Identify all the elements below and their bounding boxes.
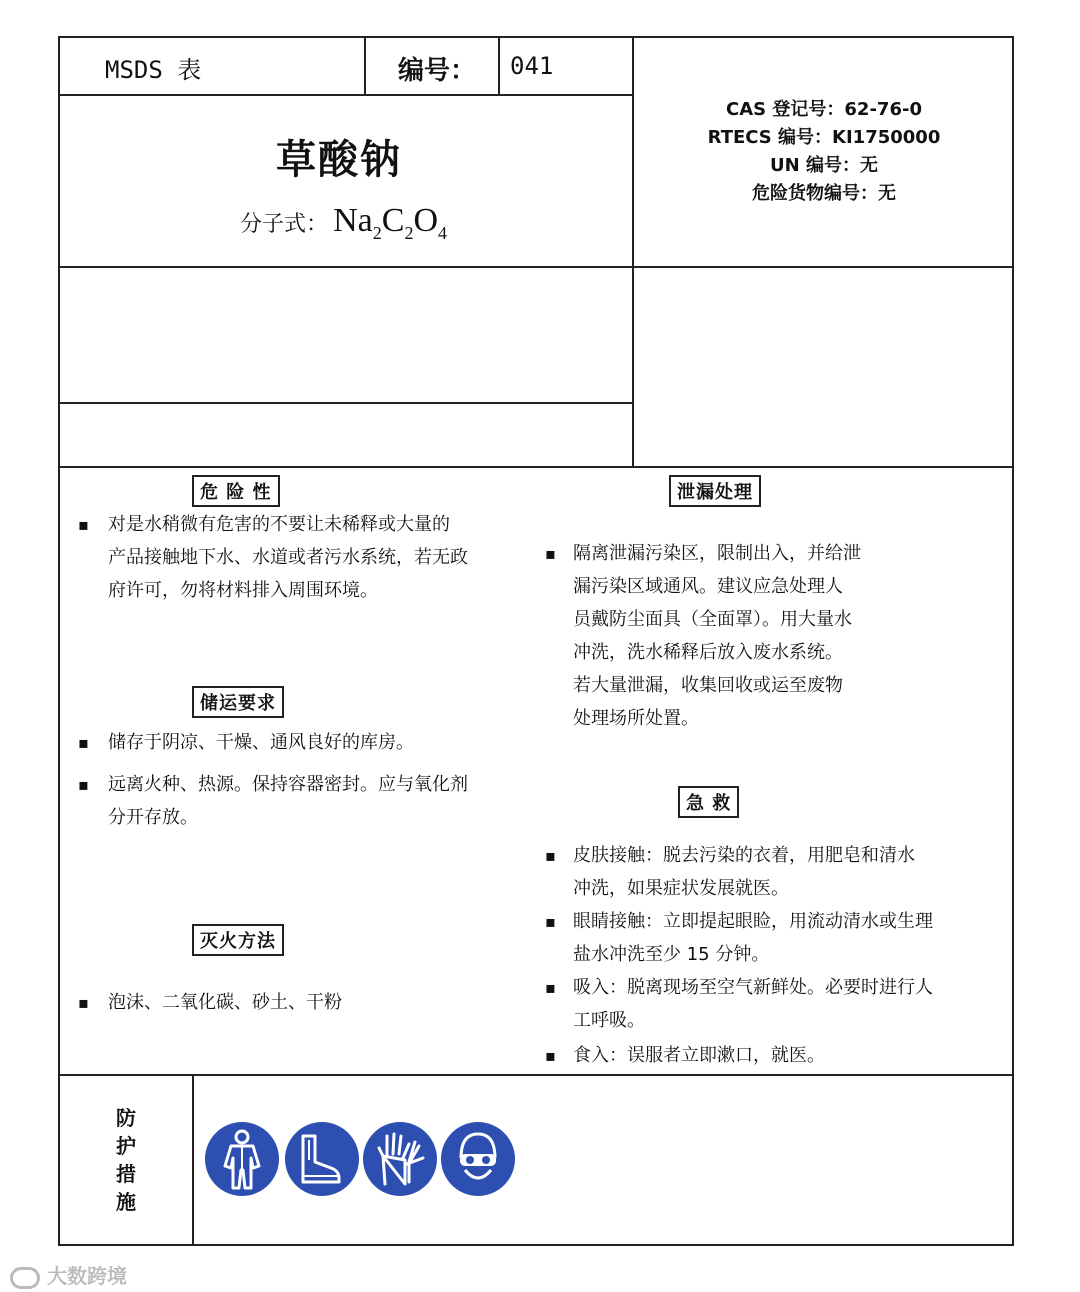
divider xyxy=(498,36,500,96)
divider xyxy=(58,266,1014,268)
un-number: UN 编号：无 xyxy=(770,155,878,176)
cas-number: CAS 登记号：62-76-0 xyxy=(726,99,922,120)
bullet: ▪ xyxy=(545,1046,556,1065)
hazard-heading: 危 险 性 xyxy=(192,475,280,507)
first-aid-heading: 急 救 xyxy=(678,786,739,818)
protective-gloves-icon xyxy=(363,1122,437,1196)
bullet: ▪ xyxy=(545,978,556,997)
protection-label: 防 护 措 施 xyxy=(116,1106,136,1214)
fire-item: 泡沫、二氧化碳、砂土、干粉 xyxy=(108,992,342,1013)
bullet: ▪ xyxy=(545,846,556,865)
storage-item: 远离火种、热源。保持容器密封。应与氧化剂 分开存放。 xyxy=(108,774,468,828)
divider xyxy=(58,466,1014,468)
face-mask-goggles-icon xyxy=(441,1122,515,1196)
safety-boots-icon xyxy=(285,1122,359,1196)
divider xyxy=(58,94,634,96)
formula-value: $Na_2C_2O_4$ xyxy=(333,202,448,243)
rtecs-number: RTECS 编号：KI1750000 xyxy=(707,127,941,148)
number-value: 041 xyxy=(510,52,554,80)
bullet: ▪ xyxy=(78,775,89,794)
bullet: ▪ xyxy=(78,733,89,752)
bullet: ▪ xyxy=(545,544,556,563)
number-label: 编号： xyxy=(398,56,477,86)
bullet: ▪ xyxy=(78,993,89,1012)
first-aid-item: 眼睛接触：立即提起眼睑，用流动清水或生理 盐水冲洗至少 15 分钟。 xyxy=(573,911,933,965)
divider xyxy=(364,36,366,96)
divider xyxy=(58,1074,1014,1076)
first-aid-item: 吸入：脱离现场至空气新鲜处。必要时进行人 工呼吸。 xyxy=(573,977,933,1031)
bullet: ▪ xyxy=(78,515,89,534)
fire-heading: 灭火方法 xyxy=(192,924,284,956)
substance-name: 草酸钠 xyxy=(276,136,402,183)
formula-label: 分子式： xyxy=(240,212,329,237)
dangerous-goods-number: 危险货物编号：无 xyxy=(752,183,896,204)
watermark-text: 大数跨境 xyxy=(46,1264,127,1288)
first-aid-item: 食入：误服者立即漱口，就医。 xyxy=(573,1045,825,1066)
divider xyxy=(192,1074,194,1246)
divider xyxy=(632,36,634,468)
leak-item: 隔离泄漏污染区，限制出入，并给泄 漏污染区域通风。建议应急处理人 员戴防尘面具（全面罩）。用大量水 冲洗，洗水稀释后放入废水系统。 若大量泄漏，收集回收或运至废物 处理场所处置。 xyxy=(573,543,861,729)
watermark-logo-icon xyxy=(10,1267,40,1289)
protective-suit-icon xyxy=(205,1122,279,1196)
storage-heading: 储运要求 xyxy=(192,686,284,718)
watermark xyxy=(10,1260,127,1289)
form-label: MSDS 表 xyxy=(105,56,202,84)
first-aid-item: 皮肤接触：脱去污染的衣着，用肥皂和清水 冲洗，如果症状发展就医。 xyxy=(573,845,915,899)
storage-item: 储存于阴凉、干燥、通风良好的库房。 xyxy=(108,732,414,753)
identifiers-block xyxy=(636,96,1012,208)
hazard-item: 对是水稍微有危害的不要让未稀释或大量的 产品接触地下水、水道或者污水系统，若无政 府许可，勿将材料排入周围环境。 xyxy=(108,514,468,601)
bullet: ▪ xyxy=(545,912,556,931)
leak-heading: 泄漏处理 xyxy=(669,475,761,507)
divider xyxy=(58,402,634,404)
molecular-formula xyxy=(240,202,447,244)
